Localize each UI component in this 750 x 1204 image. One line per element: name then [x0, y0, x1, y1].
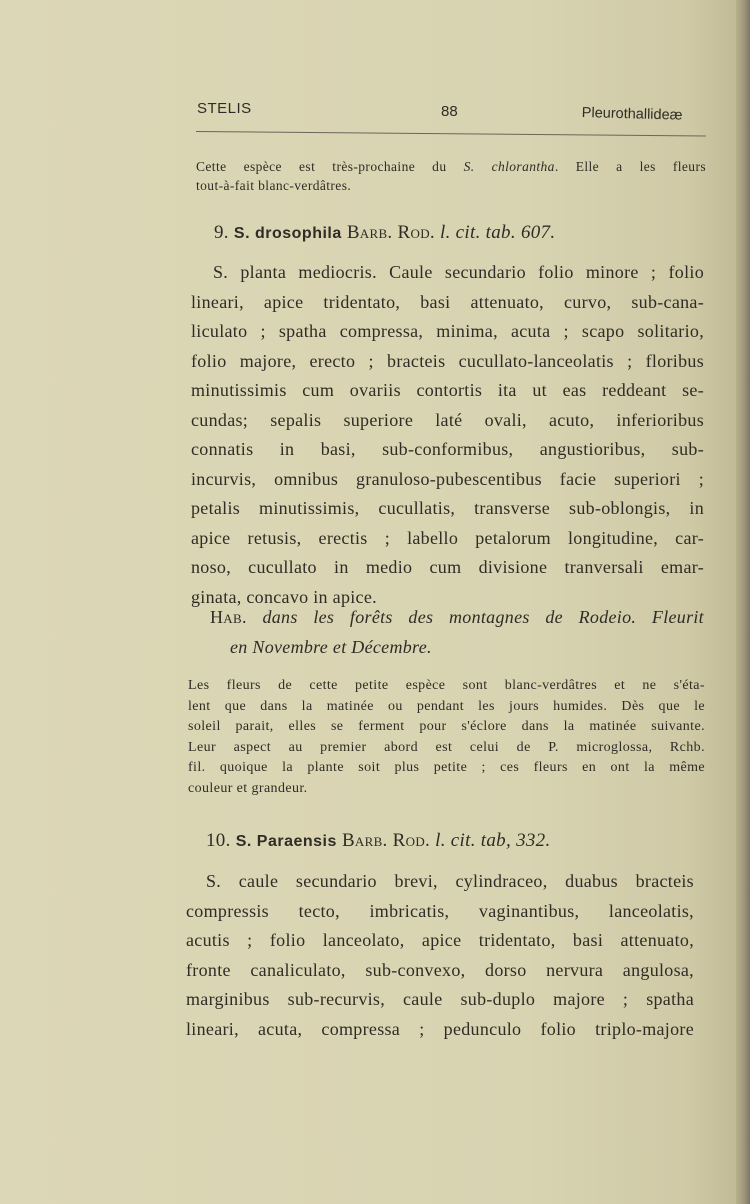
note9-line: lent que dans la matinée ou pendant les jours humides. Dès que le [188, 698, 705, 714]
habitat-text-1: dans les forêts des montagnes de Rodeio. Fleurit [262, 607, 704, 627]
note9-line: Les fleurs de cette petite espèce sont blanc-verdâtres et ne s'éta- [188, 678, 705, 693]
species-10-citation: l. cit. tab, 332. [435, 830, 551, 851]
header-rule [196, 131, 706, 136]
intro-note [196, 158, 706, 195]
habitat-label: Hab. [210, 607, 247, 627]
intro-note-line-2: tout-à-fait blanc-verdâtres. [196, 177, 352, 193]
species-10-description [186, 867, 694, 1044]
species-9-number: 9. [214, 222, 229, 243]
desc9-line: folio majore, erecto ; bracteis cucullato-lanceolatis ; floribus [191, 350, 704, 371]
desc9-line: cundas; sepalis superiore laté ovali, acuto, inferioribus [191, 409, 704, 430]
species-9-note [188, 676, 705, 799]
species-9-author: Barb. Rod. [346, 222, 435, 243]
desc10-line: lineari, acuta, compressa ; pedunculo folio triplo-majore [186, 1018, 694, 1039]
page-number: 88 [441, 103, 458, 120]
species-9-habitat [210, 603, 704, 662]
species-10-name: S. Paraensis [235, 833, 337, 850]
desc10-line: S. caule secundario brevi, cylindraceo, duabus bracteis [206, 871, 694, 891]
intro-species-ref: S. chlorantha [463, 159, 555, 174]
desc10-line: marginibus sub-recurvis, caule sub-duplo majore ; spatha [186, 989, 694, 1009]
running-head [0, 0, 750, 140]
species-10-heading [206, 826, 696, 857]
desc9-line: S. planta mediocris. Caule secundario folio minore ; folio [213, 262, 704, 282]
note9-line: soleil parait, elles se ferment pour s'éclore dans la matinée suivante. [188, 719, 705, 734]
desc9-line: minutissimis cum ovariis contortis ita ut eas reddeant se- [191, 380, 704, 400]
species-10-author: Barb. Rod. [341, 830, 431, 851]
running-head-tribe: Pleurothallideæ [581, 105, 683, 124]
desc9-line: lineari, apice tridentato, basi attenuato, curvo, sub-cana- [191, 291, 704, 312]
desc9-line: ginata, concavo in apice. [191, 586, 377, 607]
desc9-line: noso, cucullato in medio cum divisione tranversali emar- [191, 557, 704, 577]
note9-line: Leur aspect au premier abord est celui de P. microglossa, Rchb. [188, 739, 705, 755]
desc9-line: petalis minutissimis, cucullatis, transverse sub-oblongis, in [191, 498, 704, 518]
note9-line: fil. quoique la plante soit plus petite ; ces fleurs en ont la même [188, 760, 705, 775]
desc9-line: connatis in basi, sub-conformibus, angustioribus, sub- [191, 439, 704, 459]
species-9-name: S. drosophila [233, 225, 342, 242]
habitat-line-2: en Novembre et Décembre. [230, 636, 432, 657]
desc10-line: acutis ; folio lanceolato, apice tridentato, basi attenuato, [186, 930, 694, 950]
note9-line: couleur et grandeur. [188, 780, 308, 796]
desc9-line: liculato ; spatha compressa, minima, acuta ; scapo solitario, [191, 321, 704, 341]
desc10-line: compressis tecto, imbricatis, vaginantibus, lanceolatis, [186, 900, 694, 921]
habitat-line-1 [210, 603, 704, 633]
species-10-number: 10. [206, 830, 231, 851]
desc9-line: apice retusis, erectis ; labello petalorum longitudine, car- [191, 527, 704, 548]
desc9-line: incurvis, omnibus granuloso-pubescentibus facie superiori ; [191, 468, 704, 489]
book-spine-edge [736, 0, 750, 1204]
intro-note-line-1: Cette espèce est très-prochaine du S. chlorantha. Elle a les fleurs [196, 159, 707, 174]
species-9-citation: l. cit. tab. 607. [440, 222, 556, 243]
species-9-heading [214, 218, 684, 249]
running-head-genus: STELIS [197, 100, 252, 117]
desc10-line: fronte canaliculato, sub-convexo, dorso nervura angulosa, [186, 959, 694, 980]
species-9-description [191, 258, 704, 612]
